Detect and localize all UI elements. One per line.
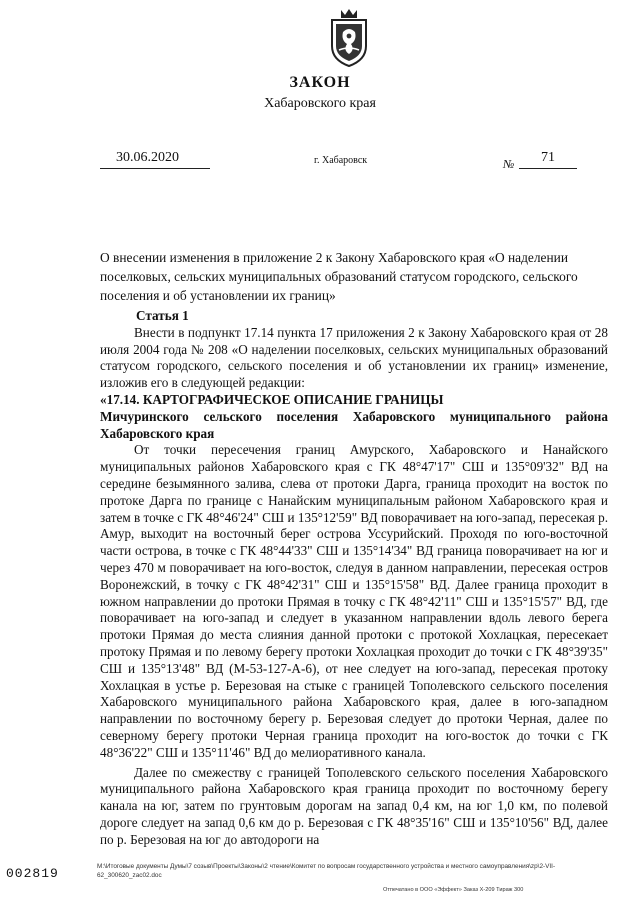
page-title: ЗАКОН [289,74,351,91]
document-body [100,308,608,849]
date-underline [100,168,210,169]
law-date: 30.06.2020 [116,150,179,165]
law-heading: О внесении изменения в приложение 2 к Закону Хабаровского края «О наделении поселковых, сельских муниципальных образований статусом городского, сельского поселения и об установлении их границ» [100,250,578,303]
file-path: M:\Итоговые документы Думы\7 созыв\Проекты\Законы\2 чтение\Комитет по вопросам государственного устройства и местного самоуправления\zp\2-VII-62_300620_zac02.doc [97,863,556,879]
article-label: Статья 1 [136,308,189,323]
section-subtitle: Мичуринского сельского поселения Хабаровского муниципального района Хабаровского края [100,408,608,441]
print-note: Отпечатано в ООО «Эффект» Заказ Х-209 Тираж 300 [383,887,524,893]
article-intro: Внести в подпункт 17.14 пункта 17 приложения 2 к Закону Хабаровского края от 28 июля 2004 года № 208 «О наделении поселковых, сельских муниципальных образований статусом городского, сельского поселения и об установлении их границ» изменение, изложив его в следующей редакции: [100,324,608,391]
number-underline [519,168,577,169]
law-city: г. Хабаровск [314,155,368,166]
number-sign: № [503,157,515,171]
page-subtitle: Хабаровского края [264,96,376,111]
paragraph-1: От точки пересечения границ Амурского, Хабаровского и Нанайского муниципальных районов Хабаровского края с ГК 48°47'17" СШ и 135°09'32" ВД на середине безымянного залива, слева от протоки Дарга, граница проходит на восток по протоке Дарга по границе с Нанайским муниципальным районом Хабаровского края и затем в точке с ГК 48°46'24" СШ и 135°12'59" ВД поворачивает на юго-запад, пересекая р. Амур, выходит на восточный берег острова Уссурийский. Проходя по юго-восточной части острова, в точке с ГК 48°44'33" СШ и 135°14'34" ВД граница поворачивает на юг и через 470 м поворачивает на юго-восток, следуя в данном направлении, пересекая остров Воронежский, в точку с ГК 48°42'31" СШ и 135°15'58" ВД. Далее граница проходит в южном направлении до протоки Прямая в точку с ГК 48°42'11" СШ и 135°15'57" ВД, где поворачивает на юго-запад и следует в указанном направлении вдоль левого берега протоки Прямая до места слияния данной протоки с протокой Хохлацкая, пересекает протоку Прямая и по левому берегу протоки Хохлацкая проходит до точки с ГК 48°39'35" СШ и 135°13'48" ВД (M-53-127-A-6), от нее следует на юго-запад, пересекая протоку Хохлацкая в устье р. Березовая на стыке с границей Тополевского сельского поселения Хабаровского муниципального района Хабаровского края, далее в юго-западном направлении по восточному берегу р. Березовая следует до протоки Черная, далее по северному берегу протоки Черная граница проходит на юго-восток до точки с ГК 48°36'22" СШ и 135°11'46" ВД до мелиоративного канала. [100,442,608,760]
section-title: «17.14. КАРТОГРАФИЧЕСКОЕ ОПИСАНИЕ ГРАНИЦЫ [100,391,444,407]
coat-of-arms-emblem-icon [327,6,371,68]
paragraph-2: Далее по смежеству с границей Тополевского сельского поселения Хабаровского муниципального района Хабаровского края граница проходит по восточному берегу канала на юг, затем по грунтовым дорогам на запад 0,4 км, на юг 1,0 км, по полевой дороге следует на запад 0,6 км до р. Березовая с ГК 48°35'16" СШ и 135°10'56" ВД, далее по р. Березовая на юг до автодороги на [100,764,608,847]
document-code: 002819 [6,866,59,881]
law-number: 71 [541,150,555,165]
